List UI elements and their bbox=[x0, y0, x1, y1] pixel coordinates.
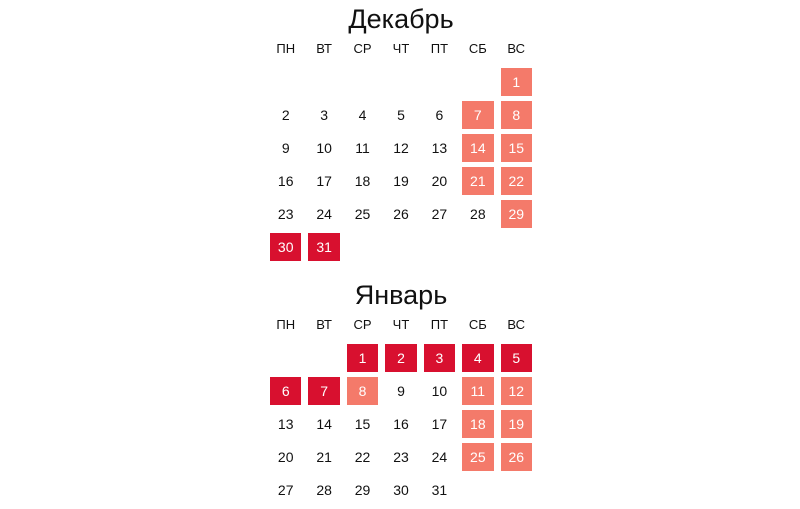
weekday-label: ПН bbox=[276, 41, 296, 56]
empty-day-cell bbox=[501, 233, 532, 261]
empty-day-cell bbox=[462, 68, 493, 96]
day-cell: 5 bbox=[397, 107, 405, 123]
month-december bbox=[270, 4, 532, 266]
weekend-day-cell: 15 bbox=[501, 134, 532, 162]
day-cell: 27 bbox=[431, 206, 448, 222]
day-cell: 11 bbox=[355, 140, 370, 156]
week-row bbox=[270, 134, 532, 162]
day-cell: 6 bbox=[435, 107, 444, 123]
weekday-label: ПН bbox=[276, 317, 296, 332]
weekend-day-cell: 8 bbox=[347, 377, 378, 405]
day-cell: 10 bbox=[431, 383, 448, 399]
week-row bbox=[270, 101, 532, 129]
holiday-day-cell: 5 bbox=[501, 344, 532, 372]
day-cell: 13 bbox=[431, 140, 448, 156]
day-cell: 20 bbox=[277, 449, 294, 465]
day-cell: 24 bbox=[431, 449, 448, 465]
weekday-label: ВТ bbox=[316, 317, 332, 332]
holiday-day-cell: 7 bbox=[308, 377, 339, 405]
day-cell: 13 bbox=[277, 416, 294, 432]
day-cell: 9 bbox=[397, 383, 405, 399]
day-cell: 29 bbox=[354, 482, 371, 498]
empty-day-cell bbox=[462, 233, 493, 261]
weekday-label: ПТ bbox=[430, 317, 449, 332]
month-grid bbox=[270, 344, 532, 504]
weekday-label: СБ bbox=[468, 317, 487, 332]
weekday-label: СБ bbox=[468, 41, 487, 56]
day-cell: 30 bbox=[393, 482, 409, 498]
weekday-label: СР bbox=[353, 317, 372, 332]
empty-day-cell bbox=[424, 233, 455, 261]
holiday-day-cell: 3 bbox=[424, 344, 455, 372]
weekend-day-cell: 26 bbox=[501, 443, 532, 471]
day-cell: 23 bbox=[277, 206, 294, 222]
weekday-label: ПТ bbox=[430, 41, 449, 56]
day-cell: 27 bbox=[277, 482, 294, 498]
empty-day-cell bbox=[424, 68, 455, 96]
weekend-day-cell: 25 bbox=[462, 443, 493, 471]
weekday-label: СР bbox=[353, 41, 372, 56]
week-row bbox=[270, 167, 532, 195]
week-row bbox=[270, 410, 532, 438]
day-cell: 23 bbox=[393, 449, 409, 465]
week-row bbox=[270, 233, 532, 261]
day-cell: 22 bbox=[354, 449, 371, 465]
day-cell: 14 bbox=[316, 416, 332, 432]
week-row bbox=[270, 344, 532, 372]
week-row bbox=[270, 443, 532, 471]
week-row bbox=[270, 200, 532, 228]
day-cell: 12 bbox=[393, 140, 409, 156]
day-cell: 16 bbox=[277, 173, 294, 189]
weekday-label: ЧТ bbox=[392, 41, 410, 56]
day-cell: 28 bbox=[316, 482, 332, 498]
weekday-header bbox=[270, 316, 532, 344]
weekend-day-cell: 22 bbox=[501, 167, 532, 195]
day-cell: 9 bbox=[281, 140, 290, 156]
day-cell: 18 bbox=[354, 173, 371, 189]
weekend-day-cell: 14 bbox=[462, 134, 493, 162]
month-title: Январь bbox=[354, 280, 448, 310]
weekend-day-cell: 7 bbox=[462, 101, 493, 129]
weekend-day-cell: 19 bbox=[501, 410, 532, 438]
day-cell: 15 bbox=[354, 416, 371, 432]
weekend-day-cell: 1 bbox=[501, 68, 532, 96]
day-cell: 16 bbox=[393, 416, 409, 432]
week-row bbox=[270, 377, 532, 405]
holiday-day-cell: 30 bbox=[270, 233, 301, 261]
day-cell: 3 bbox=[320, 107, 329, 123]
holiday-day-cell: 1 bbox=[347, 344, 378, 372]
day-cell: 31 bbox=[431, 482, 448, 498]
day-cell: 21 bbox=[316, 449, 332, 465]
holiday-day-cell: 2 bbox=[385, 344, 416, 372]
week-row bbox=[270, 68, 532, 96]
month-grid bbox=[270, 68, 532, 261]
day-cell: 17 bbox=[431, 416, 448, 432]
month-title: Декабрь bbox=[348, 4, 454, 34]
weekend-day-cell: 18 bbox=[462, 410, 493, 438]
empty-day-cell bbox=[308, 344, 339, 372]
day-cell: 10 bbox=[316, 140, 332, 156]
day-cell: 4 bbox=[358, 107, 367, 123]
weekday-header bbox=[270, 40, 532, 68]
empty-day-cell bbox=[270, 344, 301, 372]
weekday-label: ВС bbox=[507, 317, 526, 332]
day-cell: 20 bbox=[431, 173, 448, 189]
weekend-day-cell: 29 bbox=[501, 200, 532, 228]
day-cell: 28 bbox=[470, 206, 486, 222]
empty-day-cell bbox=[385, 68, 416, 96]
empty-day-cell bbox=[308, 68, 339, 96]
day-cell: 25 bbox=[354, 206, 371, 222]
empty-day-cell bbox=[385, 233, 416, 261]
day-cell: 26 bbox=[393, 206, 409, 222]
empty-day-cell bbox=[347, 233, 378, 261]
weekend-day-cell: 12 bbox=[501, 377, 532, 405]
weekend-day-cell: 8 bbox=[501, 101, 532, 129]
weekday-label: ВС bbox=[507, 41, 526, 56]
weekend-day-cell: 21 bbox=[462, 167, 493, 195]
weekday-label: ЧТ bbox=[392, 317, 410, 332]
day-cell: 19 bbox=[393, 173, 409, 189]
empty-day-cell bbox=[347, 68, 378, 96]
holiday-day-cell: 4 bbox=[462, 344, 493, 372]
holiday-day-cell: 6 bbox=[270, 377, 301, 405]
day-cell: 24 bbox=[316, 206, 332, 222]
day-cell: 2 bbox=[281, 107, 290, 123]
holiday-day-cell: 31 bbox=[308, 233, 339, 261]
weekend-day-cell: 11 bbox=[462, 377, 493, 405]
empty-day-cell bbox=[270, 68, 301, 96]
month-january bbox=[270, 280, 532, 509]
weekday-label: ВТ bbox=[316, 41, 332, 56]
day-cell: 17 bbox=[316, 173, 332, 189]
